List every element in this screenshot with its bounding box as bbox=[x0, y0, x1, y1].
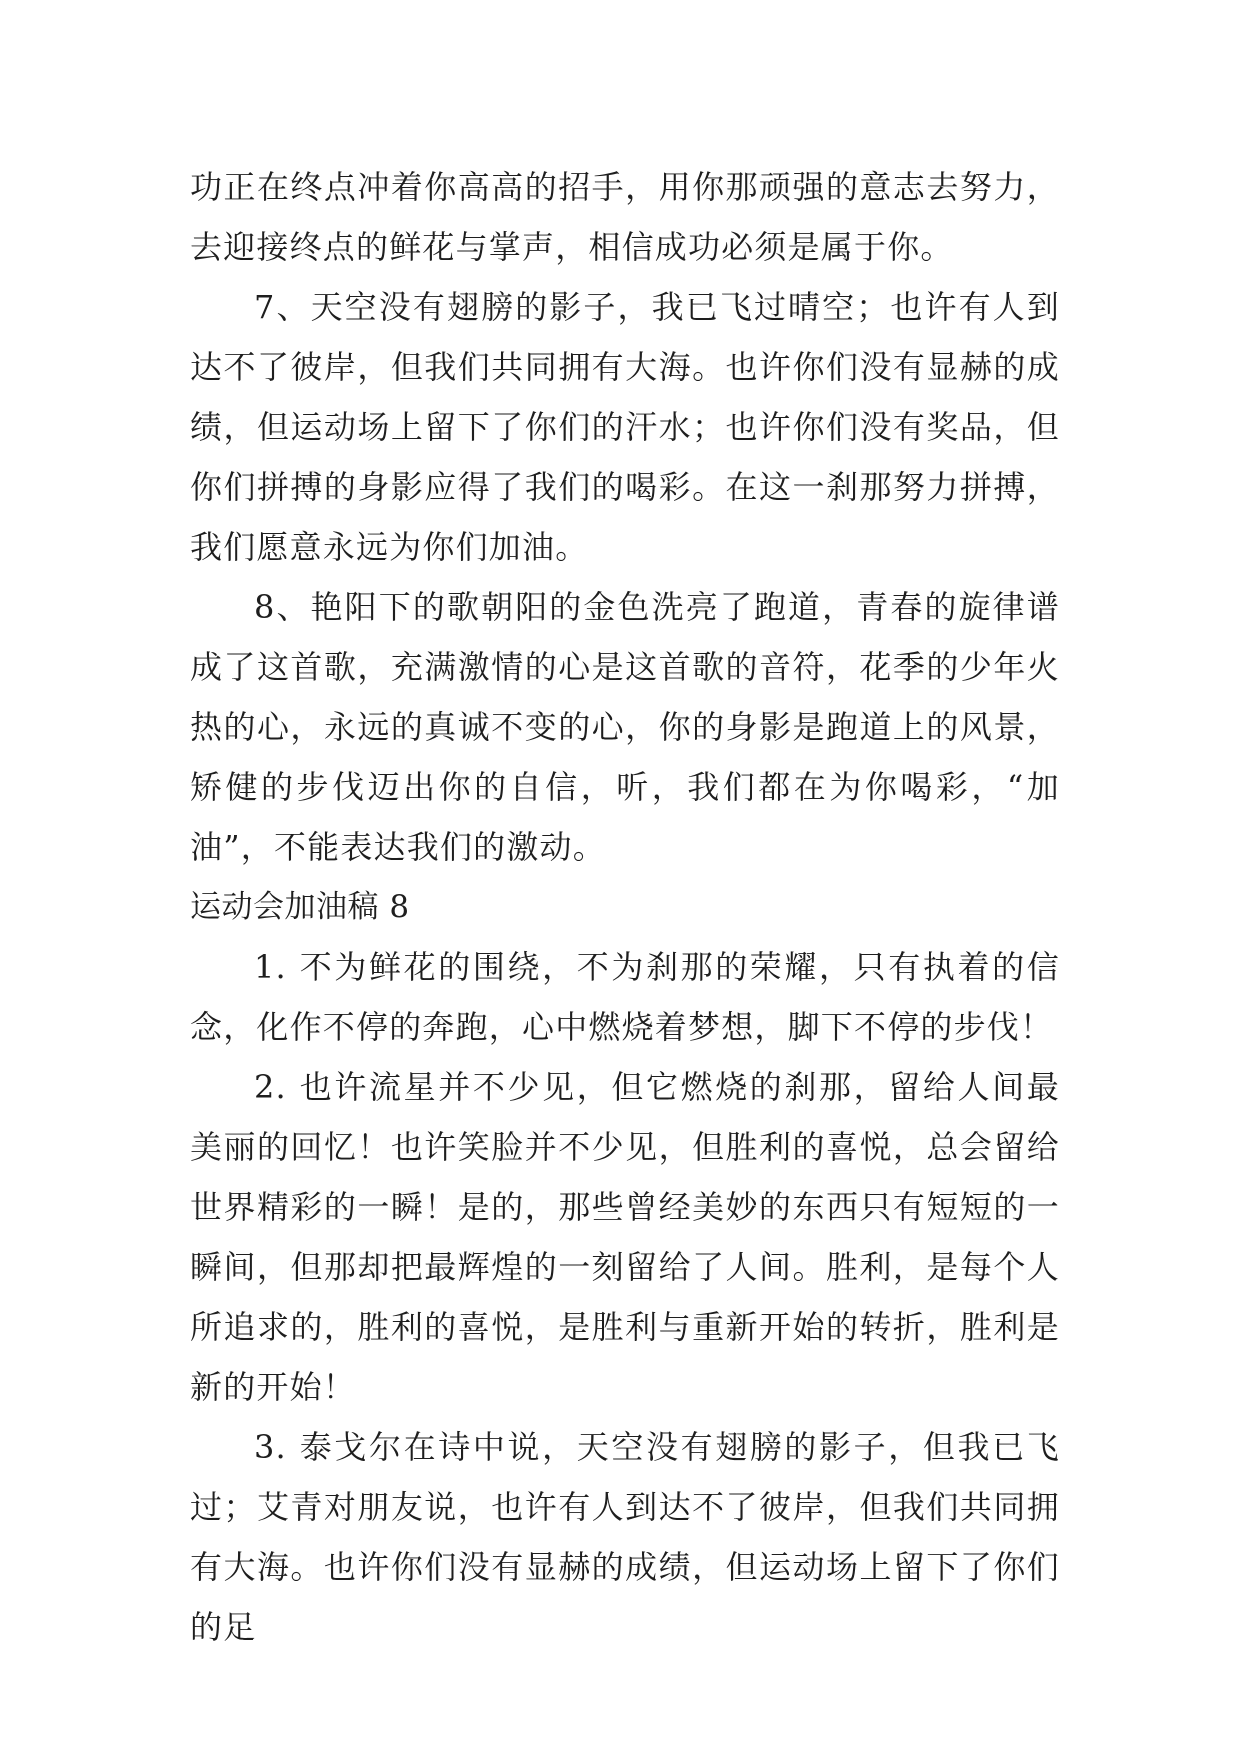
section-item-2: 2. 也许流星并不少见，但它燃烧的刹那，留给人间最美丽的回忆！也许笑脸并不少见，但胜利的喜悦，总会留给世界精彩的一瞬！是的，那些曾经美妙的东西只有短短的一瞬间，但那却把最辉煌的一刻留给了人间。胜利，是每个人所追求的，胜利的喜悦，是胜利与重新开始的转折，胜利是新的开始！ bbox=[190, 1068, 1060, 1406]
section-heading: 运动会加油稿 8 bbox=[190, 889, 410, 925]
paragraph-item-7: 7、天空没有翅膀的影子，我已飞过晴空；也许有人到达不了彼岸，但我们共同拥有大海。也许你们没有显赫的成绩，但运动场上留下了你们的汗水；也许你们没有奖品，但你们拼搏的身影应得了我们的喝彩。在这一刹那努力拼搏，我们愿意永远为你们加油。 bbox=[190, 288, 1060, 566]
section-item-1: 1. 不为鲜花的围绕，不为刹那的荣耀，只有执着的信念，化作不停的奔跑，心中燃烧着梦想，脚下不停的步伐！ bbox=[190, 948, 1060, 1046]
document-body bbox=[190, 157, 1060, 1657]
section-item-3: 3. 泰戈尔在诗中说，天空没有翅膀的影子，但我已飞过；艾青对朋友说，也许有人到达不了彼岸，但我们共同拥有大海。也许你们没有显赫的成绩，但运动场上留下了你们的足 bbox=[190, 1428, 1060, 1646]
paragraph-item-8: 8、艳阳下的歌朝阳的金色洗亮了跑道，青春的旋律谱成了这首歌，充满激情的心是这首歌的音符，花季的少年火热的心，永远的真诚不变的心，你的身影是跑道上的风景，矫健的步伐迈出你的自信，听，我们都在为你喝彩，“加油”，不能表达我们的激动。 bbox=[190, 588, 1060, 866]
paragraph-continued: 功正在终点冲着你高高的招手，用你那顽强的意志去努力，去迎接终点的鲜花与掌声，相信成功必须是属于你。 bbox=[190, 168, 1060, 266]
